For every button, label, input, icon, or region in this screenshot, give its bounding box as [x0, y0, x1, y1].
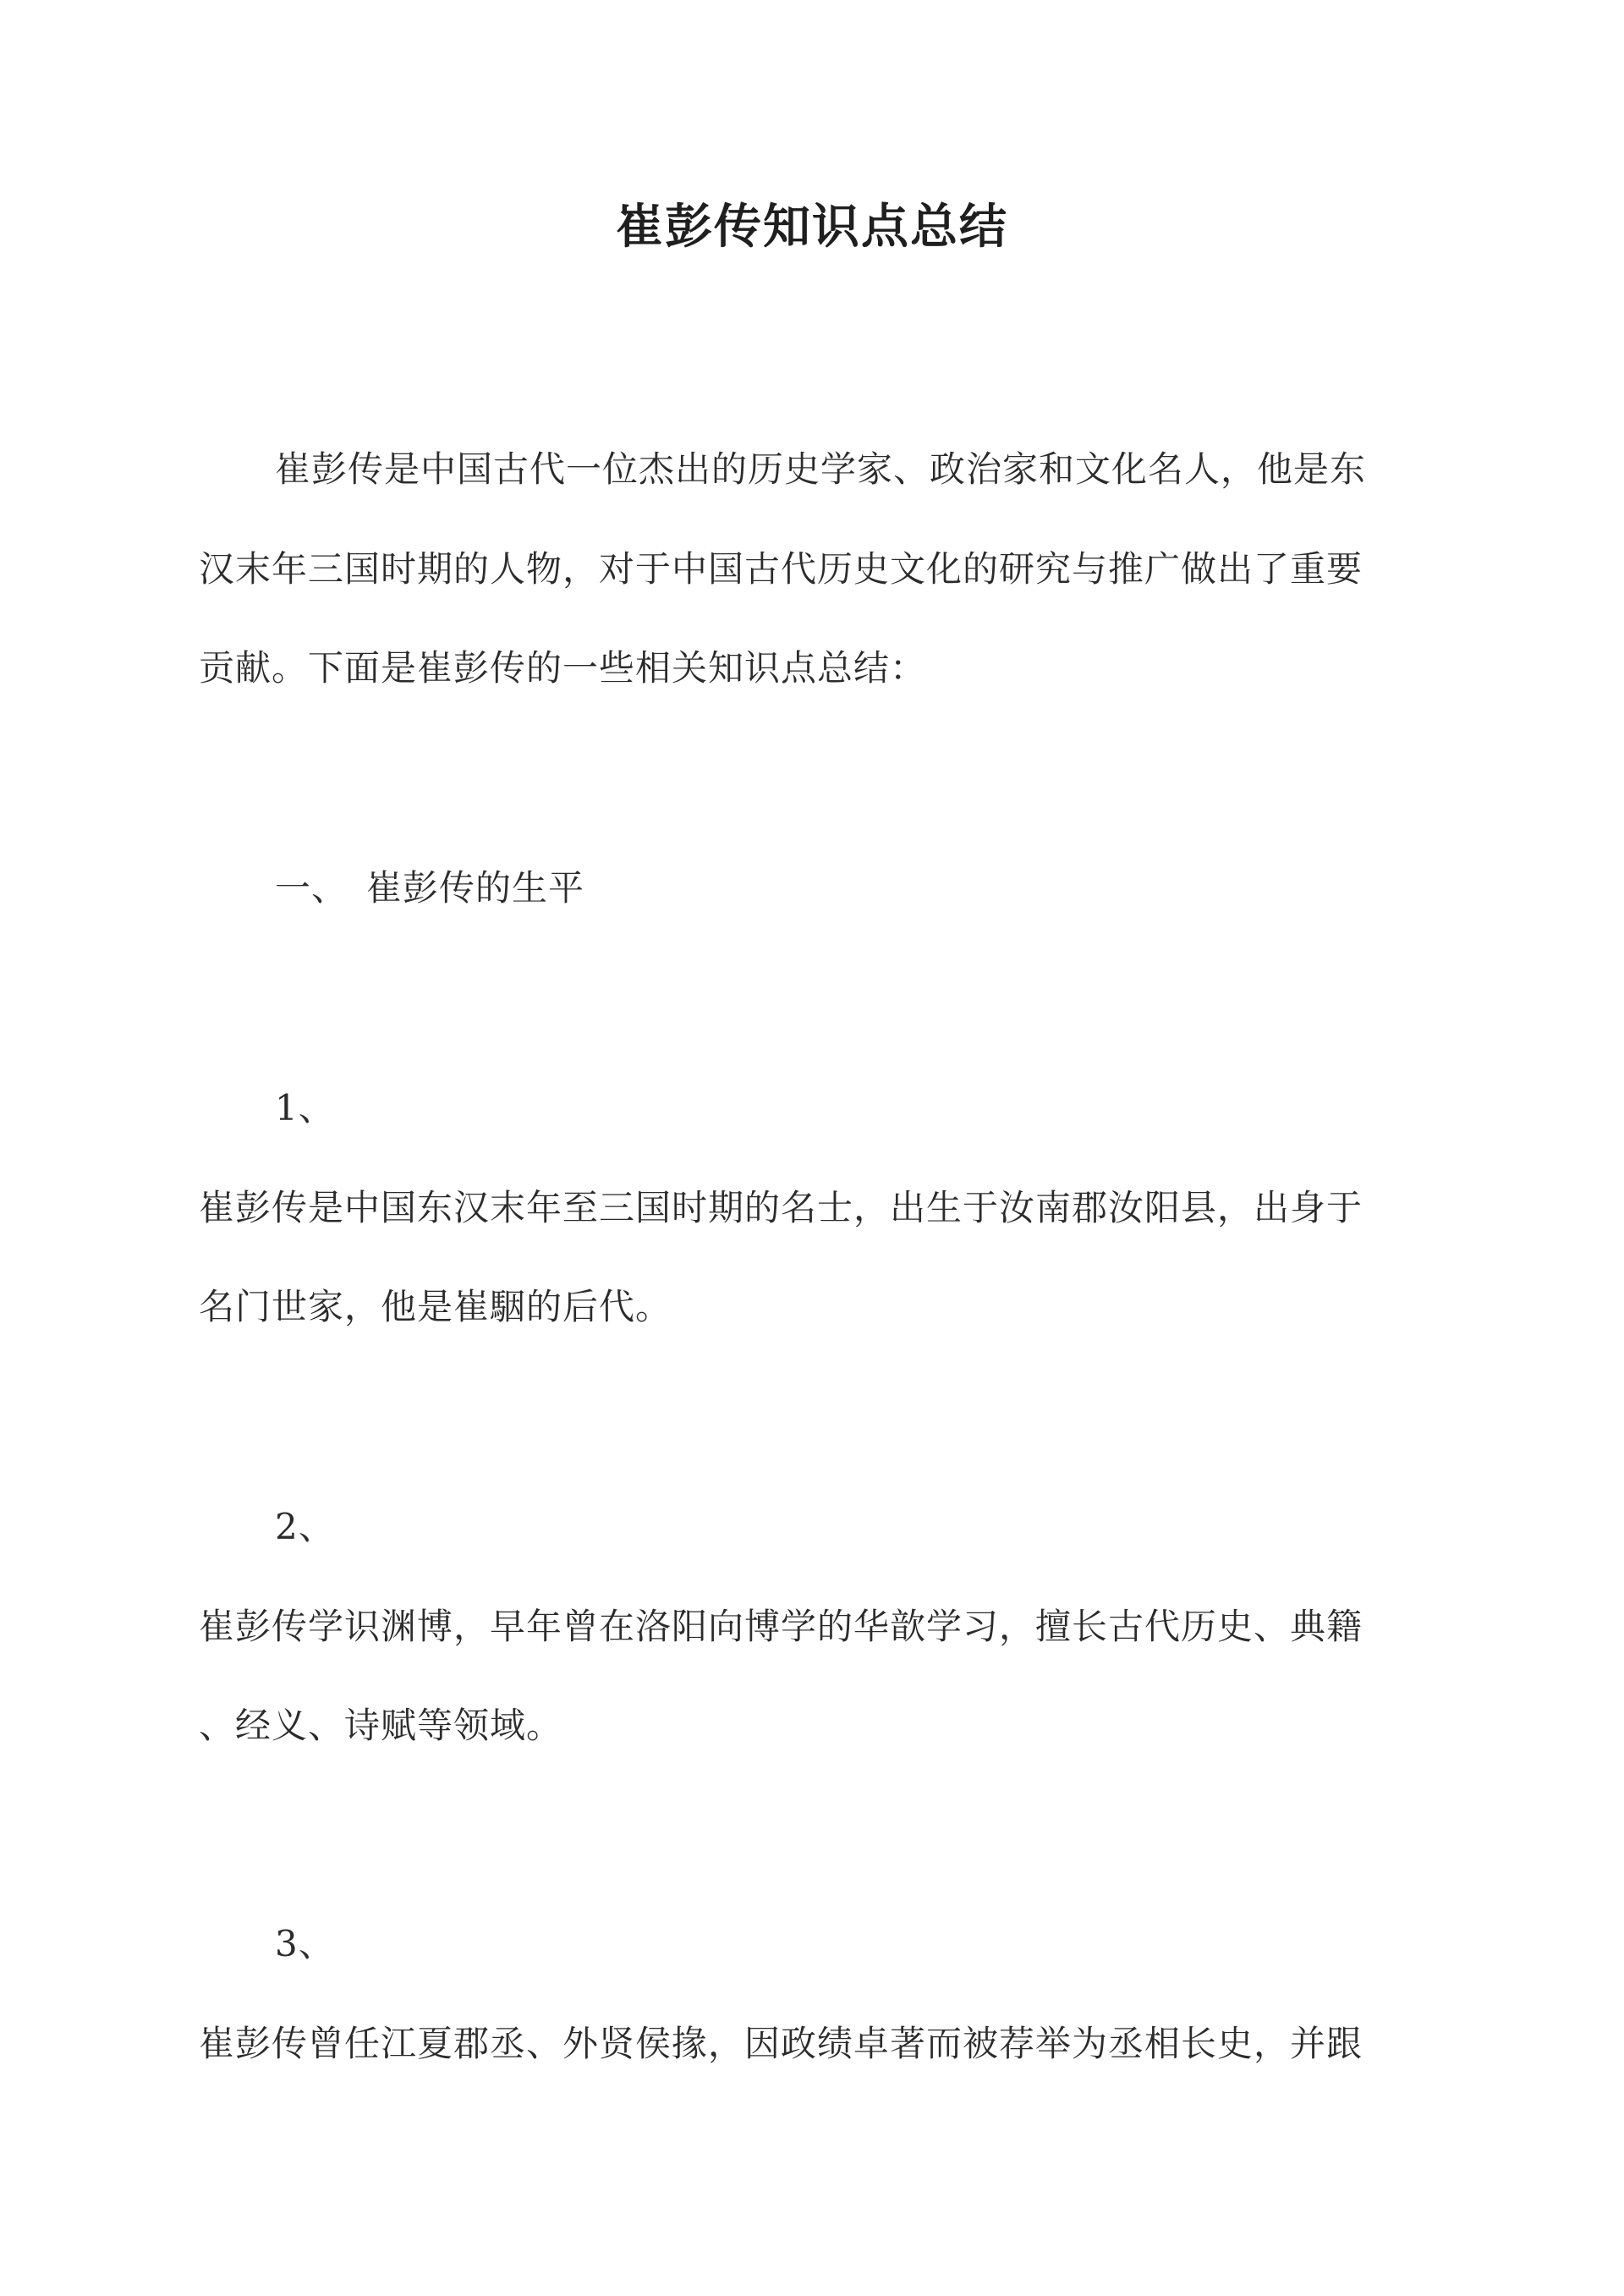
item-2-line-2: 、经义、诗赋等领域。	[199, 1705, 563, 1746]
item-1-line-1: 崔彭传是中国东汉末年至三国时期的名士，出生于汝南郡汝阳县，出身于	[199, 1187, 1363, 1228]
item-1-number: 1、	[275, 1087, 335, 1129]
item-2-number: 2、	[275, 1506, 335, 1547]
item-3-number: 3、	[275, 1923, 335, 1964]
item-1-line-2: 名门世家，他是崔駰的后代。	[199, 1286, 672, 1327]
intro-line-1: 崔彭传是中国古代一位杰出的历史学家、政治家和文化名人，他是东	[275, 448, 1367, 490]
section-heading: 一、 崔彭传的生平	[275, 867, 585, 909]
item-2-line-1: 崔彭传学识渊博，早年曾在洛阳向博学的华歆学习，擅长古代历史、典籍	[199, 1606, 1363, 1647]
item-3-line-1: 崔彭传曾任江夏郡丞、外贤侯掾，因政绩卓著而被荐举为丞相长史，并跟	[199, 2023, 1363, 2064]
intro-line-2: 汉末年三国时期的人物，对于中国古代历史文化的研究与推广做出了重要	[199, 548, 1363, 590]
document-title: 崔彭传知识点总结	[616, 199, 1008, 255]
intro-line-3: 贡献。下面是崔彭传的一些相关知识点总结：	[199, 647, 927, 689]
